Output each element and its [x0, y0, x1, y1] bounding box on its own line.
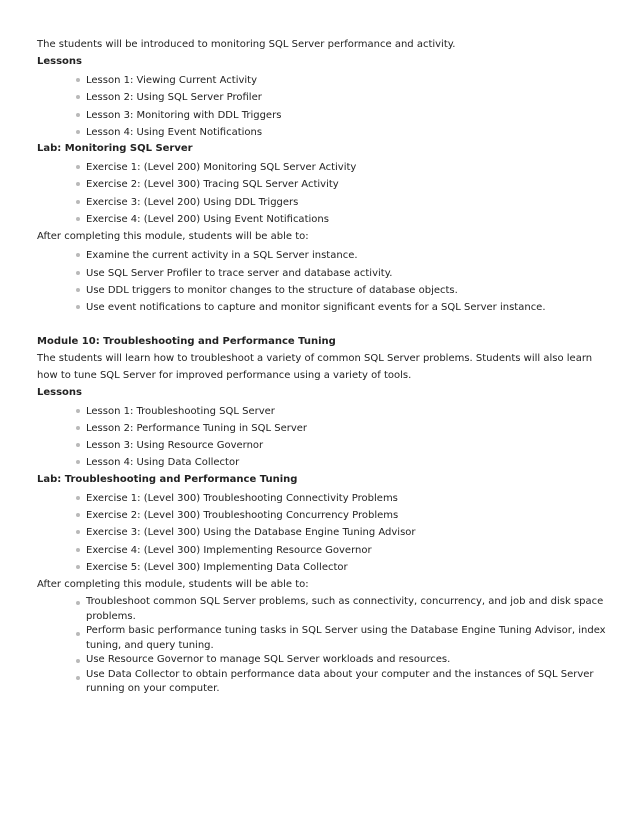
module10-lab-heading: Lab: Troubleshooting and Performance Tuning: [37, 473, 298, 485]
list-item: Lesson 4: Using Event Notifications: [75, 124, 607, 141]
module10-lessons-list: [37, 403, 607, 472]
list-item: Lesson 3: Monitoring with DDL Triggers: [75, 107, 607, 124]
list-item: Examine the current activity in a SQL Server instance.: [75, 247, 607, 264]
list-item: Troubleshoot common SQL Server problems, such as connectivity, concurrency, and job and disk space problems.: [75, 595, 607, 624]
module9-lab-heading: Lab: Monitoring SQL Server: [37, 143, 193, 155]
list-item: Exercise 5: (Level 300) Implementing Data Collector: [75, 559, 607, 576]
module9-outcomes-list: [37, 247, 607, 316]
list-item: Lesson 3: Using Resource Governor: [75, 437, 607, 454]
list-item: Exercise 4: (Level 200) Using Event Notifications: [75, 211, 607, 228]
list-item: Perform basic performance tuning tasks in SQL Server using the Database Engine Tuning Advisor, index tuning, and query tuning.: [75, 624, 607, 653]
list-item: Use DDL triggers to monitor changes to the structure of database objects.: [75, 282, 607, 299]
module10-outcomes-intro: After completing this module, students will be able to:: [37, 579, 309, 591]
module9-lessons-list: [37, 72, 607, 141]
list-item: Exercise 4: (Level 300) Implementing Resource Governor: [75, 542, 607, 559]
list-item: Exercise 1: (Level 200) Monitoring SQL Server Activity: [75, 159, 607, 176]
list-item: Exercise 3: (Level 300) Using the Database Engine Tuning Advisor: [75, 524, 607, 541]
document-content: [37, 36, 607, 697]
module9-intro: The students will be introduced to monitoring SQL Server performance and activity.: [37, 39, 456, 50]
module10-intro: The students will learn how to troubleshoot a variety of common SQL Server problems. Students will also learn how to tune SQL Server for improved performance using a variety of tools.: [37, 352, 593, 381]
list-item: Exercise 2: (Level 300) Tracing SQL Server Activity: [75, 176, 607, 193]
list-item: Exercise 3: (Level 200) Using DDL Triggers: [75, 194, 607, 211]
module10-exercises-list: [37, 490, 607, 576]
list-item: Use Data Collector to obtain performance data about your computer and the instances of SQL Server running on your computer.: [75, 668, 607, 697]
list-item: Lesson 2: Performance Tuning in SQL Server: [75, 420, 607, 437]
list-item: Lesson 1: Troubleshooting SQL Server: [75, 403, 607, 420]
module9-outcomes-intro: After completing this module, students will be able to:: [37, 231, 309, 243]
module10-title: Module 10: Troubleshooting and Performance Tuning: [37, 335, 336, 347]
list-item: Lesson 4: Using Data Collector: [75, 454, 607, 471]
list-item: Use SQL Server Profiler to trace server and database activity.: [75, 265, 607, 282]
list-item: Lesson 1: Viewing Current Activity: [75, 72, 607, 89]
list-item: Use Resource Governor to manage SQL Server workloads and resources.: [75, 653, 607, 668]
module10-outcomes-list: [37, 595, 607, 697]
list-item: Lesson 2: Using SQL Server Profiler: [75, 89, 607, 106]
module10-lessons-heading: Lessons: [37, 386, 82, 398]
list-item: Exercise 1: (Level 300) Troubleshooting Connectivity Problems: [75, 490, 607, 507]
list-item: Use event notifications to capture and monitor significant events for a SQL Server instance.: [75, 299, 607, 316]
module9-exercises-list: [37, 159, 607, 228]
module9-lessons-heading: Lessons: [37, 56, 82, 67]
list-item: Exercise 2: (Level 300) Troubleshooting Concurrency Problems: [75, 507, 607, 524]
